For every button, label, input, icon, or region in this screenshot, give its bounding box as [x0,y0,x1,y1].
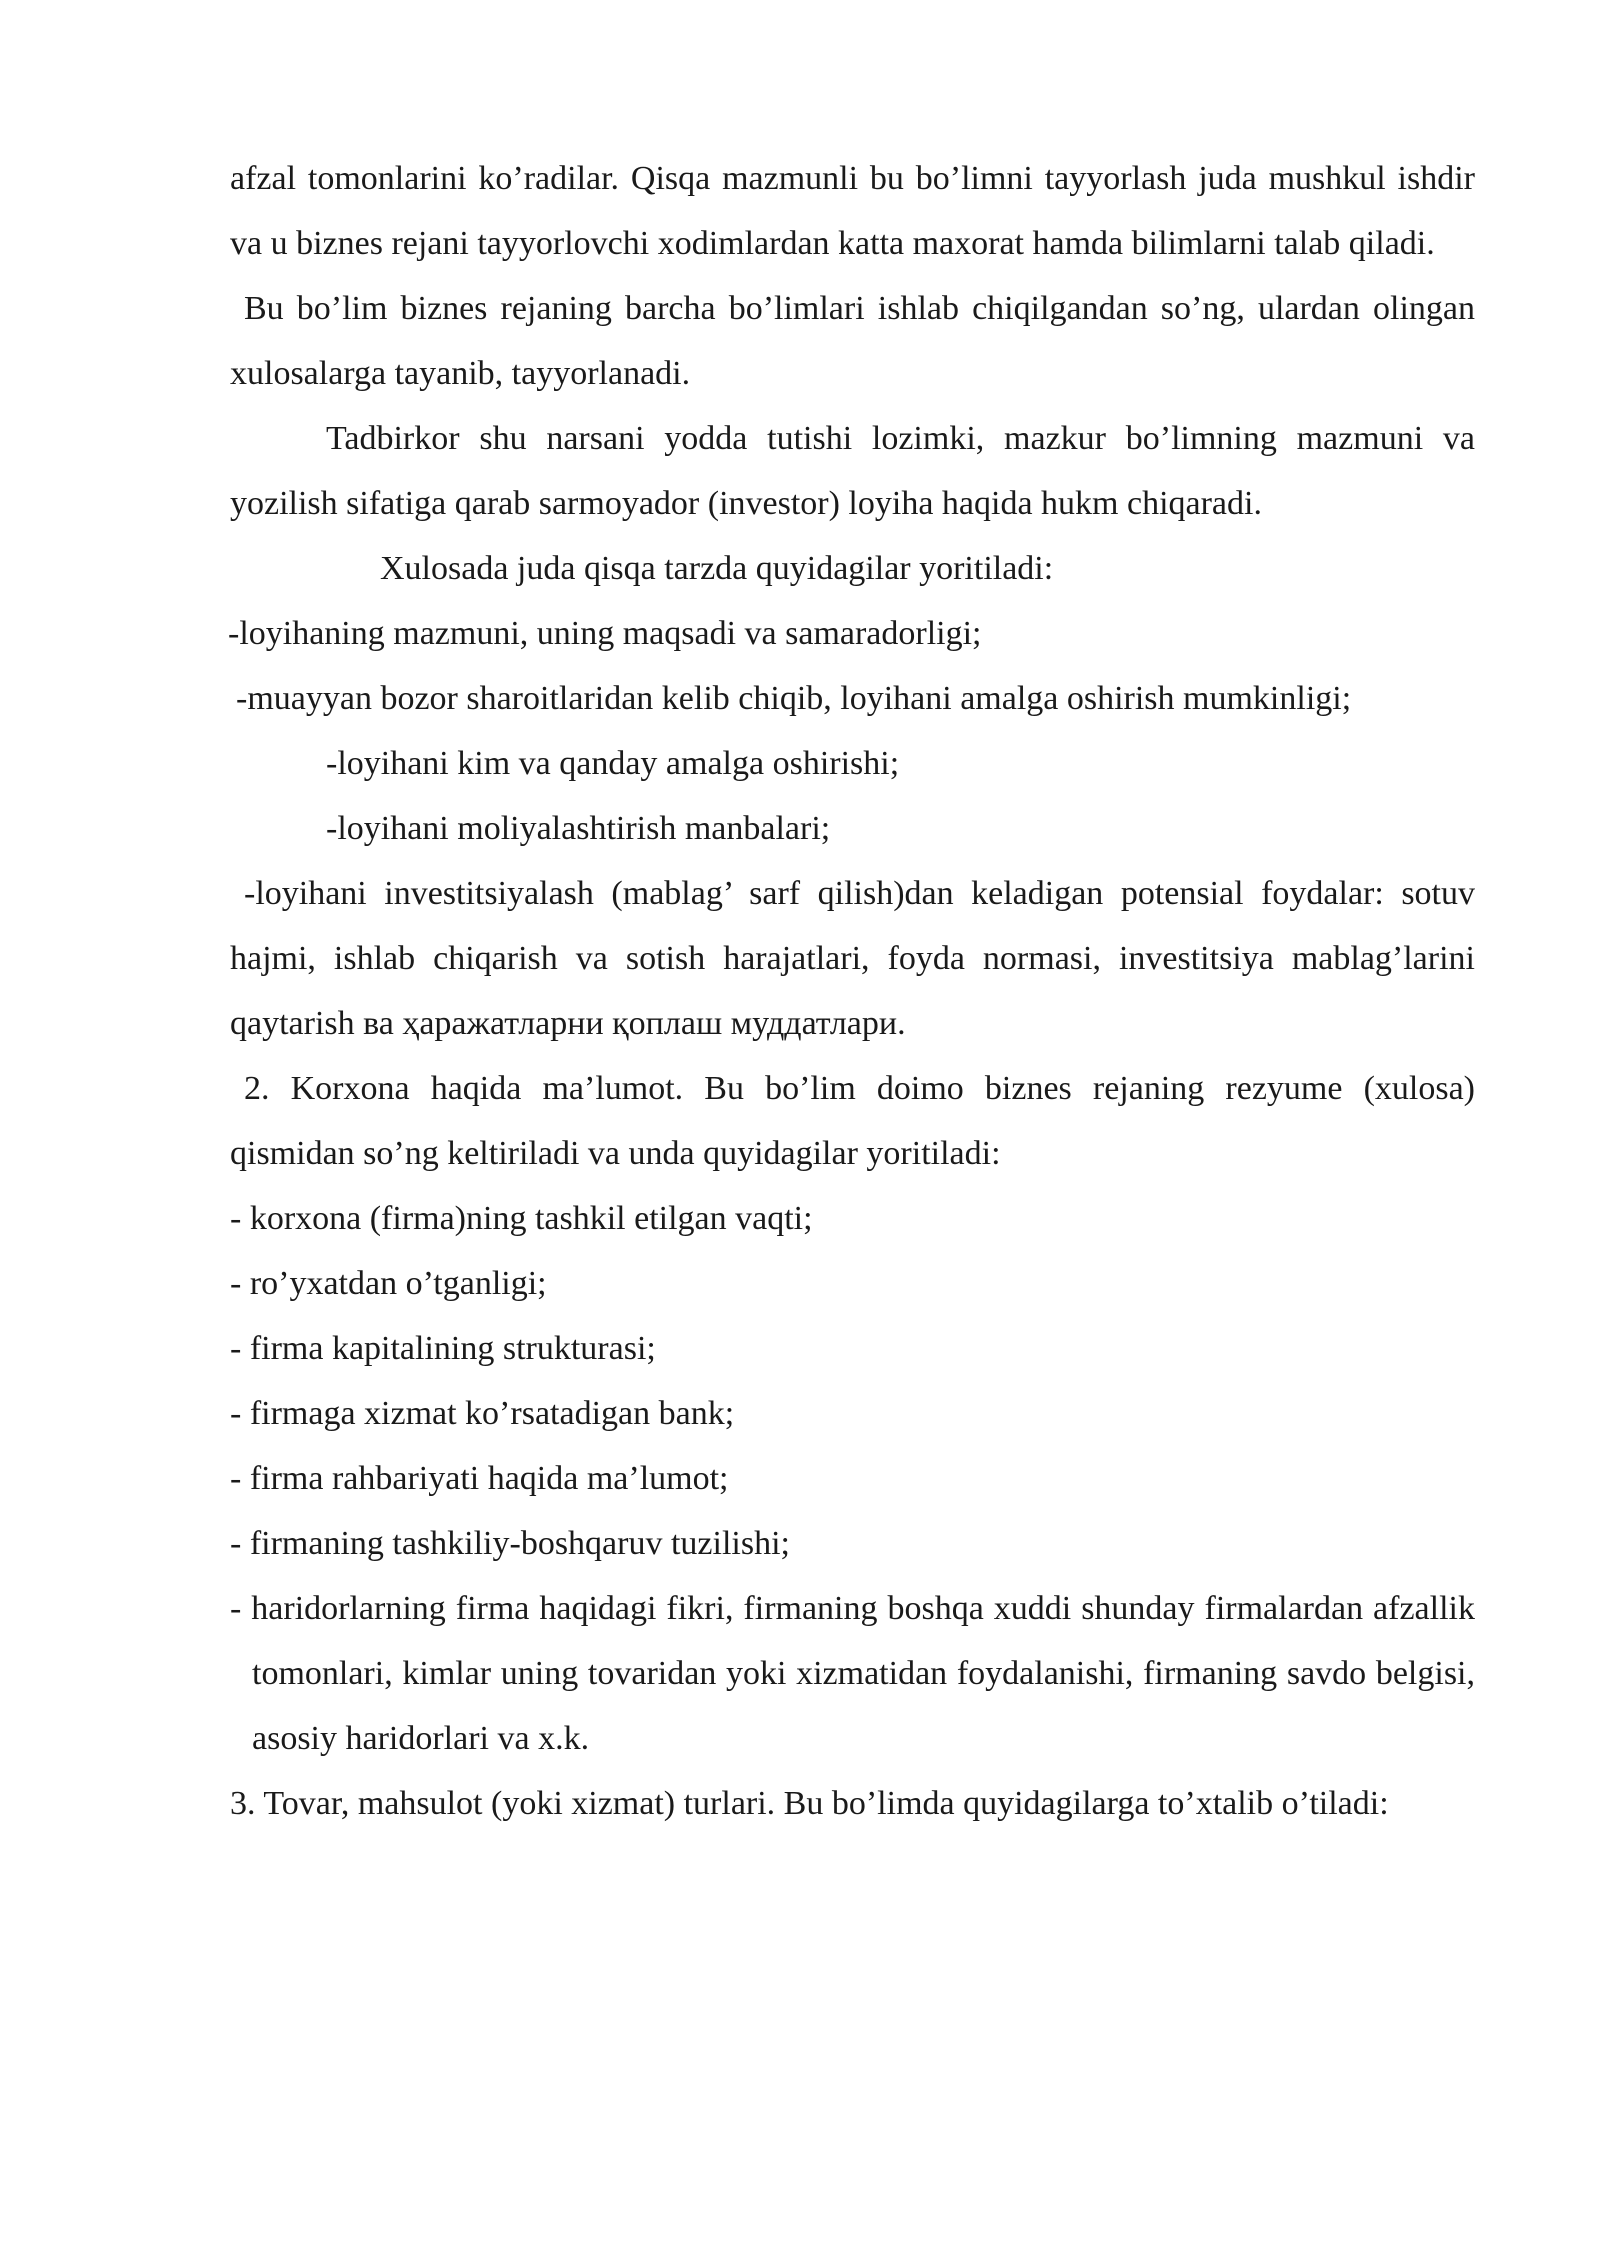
document-page [230,146,1475,1836]
section-2-heading-paragraph: 2. Korxona haqida ma’lumot. Bu bo’lim doimo biznes rejaning rezyume (xulosa) qismidan so’ng keltiriladi va unda quyidagilar yoritiladi: [230,1070,1475,1172]
company-item: - korxona (firma)ning tashkil etilgan vaqti; [230,1200,813,1237]
summary-item: -loyihani kim va qanday amalga oshirishi; [326,745,900,782]
company-item: - firmaning tashkiliy-boshqaruv tuzilishi; [230,1525,790,1562]
summary-item: -loyihani moliyalashtirish manbalari; [326,810,831,847]
section-3-heading-paragraph: 3. Tovar, mahsulot (yoki xizmat) turlari. Bu bo’limda quyidagilarga to’xtalib o’tiladi: [230,1785,1389,1822]
summary-item: -loyihani investitsiyalash (mablag’ sarf qilish)dan keladigan potensial foydalar: sotuv hajmi, ishlab chiqarish va sotish harajatlari, foyda normasi, investitsiya mablag’larini qaytarish ва ҳаражатларни қоплаш муддатлари. [230,875,1475,1042]
summary-item: -muayyan bozor sharoitlaridan kelib chiqib, loyihani amalga oshirish mumkinligi; [236,680,1352,717]
company-item: - firmaga xizmat ko’rsatadigan bank; [230,1395,735,1432]
company-item: - ro’yxatdan o’tganligi; [230,1265,547,1302]
paragraph-section-basis: Bu bo’lim biznes rejaning barcha bo’limlari ishlab chiqilgandan so’ng, ulardan olingan xulosalarga tayanib, tayyorlanadi. [230,290,1475,392]
paragraph-entrepreneur-note: Tadbirkor shu narsani yodda tutishi lozimki, mazkur bo’limning mazmuni va yozilish sifatiga qarab sarmoyador (investor) loyiha haqida hukm chiqaradi. [230,420,1475,522]
company-item: - haridorlarning firma haqidagi fikri, firmaning boshqa xuddi shunday firmalardan afzallik tomonlari, kimlar uning tovaridan yoki xizmatidan foydalanishi, firmaning savdo belgisi, asosiy haridorlari va x.k. [230,1590,1475,1757]
paragraph-summary-lead: Xulosada juda qisqa tarzda quyidagilar yoritiladi: [380,550,1054,587]
paragraph-intro: afzal tomonlarini ko’radilar. Qisqa mazmunli bu bo’limni tayyorlash juda mushkul ishdir va u biznes rejani tayyorlovchi xodimlardan katta maxorat hamda bilimlarni talab qiladi. [230,160,1475,262]
summary-item: -loyihaning mazmuni, uning maqsadi va samaradorligi; [228,615,982,652]
company-item: - firma rahbariyati haqida ma’lumot; [230,1460,729,1497]
company-item: - firma kapitalining strukturasi; [230,1330,656,1367]
